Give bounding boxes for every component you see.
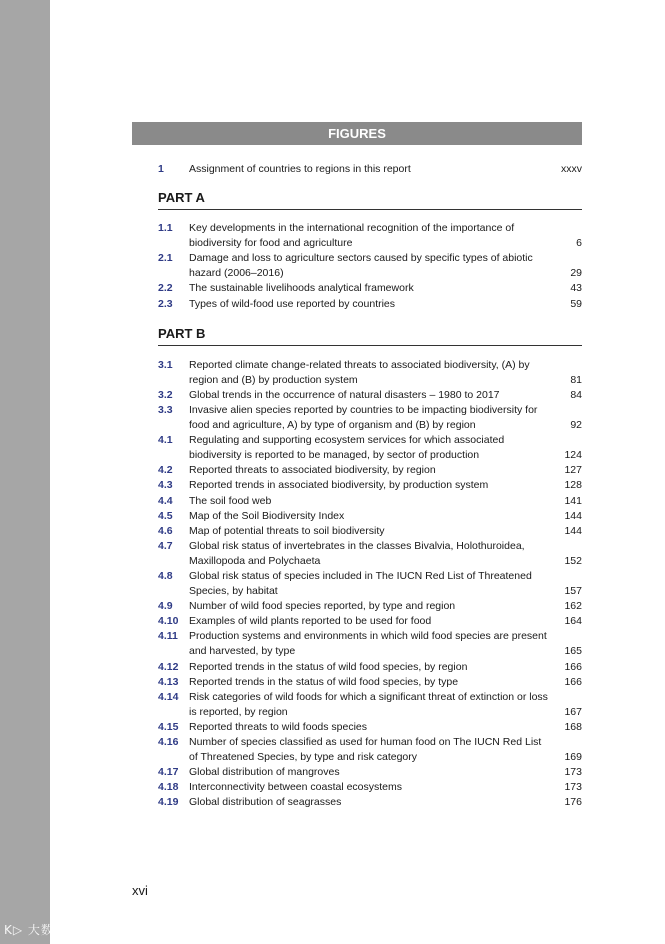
figure-title: Invasive alien species reported by countries to be impacting biodiversity for food and agriculture, A) by type of organism and (B) by region: [189, 403, 538, 432]
figure-page: 152: [564, 554, 582, 567]
figure-number: 4.18: [158, 781, 179, 794]
figure-title: Damage and loss to agriculture sectors caused by specific types of abiotic hazard (2006–2016): [189, 252, 533, 280]
figure-entry: [132, 614, 582, 629]
figure-page: 92: [570, 419, 582, 432]
figure-number: 2.3: [158, 297, 173, 310]
figure-title: The soil food web: [189, 494, 272, 507]
watermark: K▷ 大数跨境: [4, 923, 80, 937]
page-number: xvi: [132, 883, 148, 898]
figure-title: Reported threats to wild foods species: [189, 720, 368, 733]
figure-number: 4.17: [158, 766, 179, 779]
figure-entry: [132, 509, 582, 524]
figure-title: Global distribution of seagrasses: [189, 796, 342, 809]
figure-entry: [132, 433, 582, 463]
figure-entry: [132, 297, 582, 312]
figure-number: 4.7: [158, 539, 173, 552]
figure-page: 59: [570, 297, 582, 310]
figure-page: 128: [564, 479, 582, 492]
figure-page: 124: [564, 449, 582, 462]
figure-page: 29: [570, 267, 582, 280]
figure-page: 168: [564, 720, 582, 733]
figure-page: 176: [564, 796, 582, 809]
figure-number: 1.1: [158, 222, 173, 235]
figure-entry: [132, 795, 582, 810]
page-margin-band: [0, 0, 50, 944]
figure-title: Types of wild-food use reported by countries: [189, 297, 396, 310]
figure-number: 1: [158, 163, 164, 175]
figure-page: 157: [564, 585, 582, 598]
figure-entry: [132, 569, 582, 599]
figure-entry: [132, 765, 582, 780]
intro-list: [132, 162, 582, 177]
figure-page: 84: [570, 388, 582, 401]
figure-number: 4.3: [158, 479, 173, 492]
figure-entry: [132, 690, 582, 720]
figures-list: [132, 122, 582, 810]
part-b-heading: PART B: [158, 326, 582, 346]
figure-page: 164: [564, 615, 582, 628]
figure-title: Number of species classified as used for human food on The IUCN Red List of Threatened Species, by type and risk category: [189, 736, 542, 764]
figure-page: 144: [564, 524, 582, 537]
section-header: FIGURES: [132, 122, 582, 145]
figure-number: 4.1: [158, 434, 173, 447]
part-a-list: [132, 221, 582, 312]
figure-page: 165: [564, 645, 582, 658]
figure-number: 4.2: [158, 464, 173, 477]
figure-title: Reported trends in the status of wild food species, by type: [189, 675, 459, 688]
figure-entry: [132, 162, 582, 177]
figure-page: 162: [564, 600, 582, 613]
figure-page: 167: [564, 705, 582, 718]
figure-page: 169: [564, 751, 582, 764]
figure-number: 2.1: [158, 252, 173, 265]
part-b-list: [132, 358, 582, 811]
figure-page: 43: [570, 282, 582, 295]
figure-number: 2.2: [158, 282, 173, 295]
figure-entry: [132, 281, 582, 296]
figure-title: Map of the Soil Biodiversity Index: [189, 509, 345, 522]
figure-page: 173: [564, 766, 582, 779]
figure-title: Reported trends in associated biodiversity, by production system: [189, 479, 489, 492]
figure-title: Production systems and environments in which wild food species are present and harvested, by type: [189, 630, 547, 658]
figure-entry: [132, 675, 582, 690]
figure-number: 4.8: [158, 569, 173, 582]
figure-title: Global risk status of species included in The IUCN Red List of Threatened Species, by habitat: [189, 569, 532, 598]
figure-entry: [132, 735, 582, 765]
figure-number: 4.15: [158, 720, 179, 733]
part-a-heading: PART A: [158, 190, 582, 210]
figure-entry: [132, 388, 582, 403]
figure-entry: [132, 660, 582, 675]
figure-page: 6: [576, 237, 582, 250]
figure-title: Global distribution of mangroves: [189, 766, 340, 779]
figure-number: 4.6: [158, 524, 173, 537]
figure-entry: [132, 599, 582, 614]
figure-title: The sustainable livelihoods analytical framework: [189, 282, 414, 295]
figure-number: 4.9: [158, 600, 173, 613]
figure-number: 4.11: [158, 630, 178, 643]
figure-number: 4.12: [158, 660, 179, 673]
figure-page: 81: [570, 373, 582, 386]
figure-title: Global trends in the occurrence of natural disasters – 1980 to 2017: [189, 388, 500, 401]
figure-entry: [132, 358, 582, 388]
figure-page: 144: [564, 509, 582, 522]
figure-number: 3.2: [158, 388, 173, 401]
figure-title: Reported trends in the status of wild food species, by region: [189, 660, 468, 673]
figure-title: Reported climate change-related threats to associated biodiversity, (A) by region and (B) by production system: [189, 358, 530, 386]
figure-number: 4.4: [158, 494, 173, 507]
figure-title: Reported threats to associated biodiversity, by region: [189, 464, 436, 477]
figure-number: 4.14: [158, 690, 179, 703]
figure-title: Risk categories of wild foods for which a significant threat of extinction or loss is reported, by region: [189, 690, 548, 718]
figure-entry: [132, 494, 582, 509]
figure-title: Global risk status of invertebrates in the classes Bivalvia, Holothuroidea, Maxillopoda and Polychaeta: [189, 539, 525, 567]
figure-title: Number of wild food species reported, by type and region: [189, 600, 456, 613]
figure-number: 3.1: [158, 358, 173, 371]
figure-title: Map of potential threats to soil biodiversity: [189, 524, 385, 537]
figure-entry: [132, 780, 582, 795]
figure-number: 3.3: [158, 403, 173, 416]
figure-number: 4.13: [158, 675, 179, 688]
figure-entry: [132, 251, 582, 281]
figure-number: 4.10: [158, 615, 179, 628]
figure-number: 4.19: [158, 796, 179, 809]
figure-number: 4.16: [158, 736, 179, 748]
figure-entry: [132, 463, 582, 478]
figure-number: 4.5: [158, 509, 173, 522]
figure-entry: [132, 403, 582, 433]
figure-title: Regulating and supporting ecosystem services for which associated biodiversity is reported to be managed, by sector of production: [189, 434, 505, 462]
figure-page: 166: [564, 660, 582, 673]
figure-page: 127: [564, 464, 582, 477]
figure-entry: [132, 720, 582, 735]
figure-title: Examples of wild plants reported to be used for food: [189, 615, 432, 628]
figure-page: 166: [564, 675, 582, 688]
figure-page: xxxv: [561, 163, 582, 175]
figure-entry: [132, 478, 582, 493]
figure-entry: [132, 629, 582, 659]
figure-page: 173: [564, 781, 582, 794]
figure-entry: [132, 524, 582, 539]
figure-title: Assignment of countries to regions in this report: [189, 163, 411, 175]
figure-entry: [132, 221, 582, 251]
figure-title: Interconnectivity between coastal ecosystems: [189, 781, 403, 794]
figure-entry: [132, 539, 582, 569]
figure-title: Key developments in the international recognition of the importance of biodiversity for food and agriculture: [189, 222, 515, 250]
figure-page: 141: [564, 494, 582, 507]
